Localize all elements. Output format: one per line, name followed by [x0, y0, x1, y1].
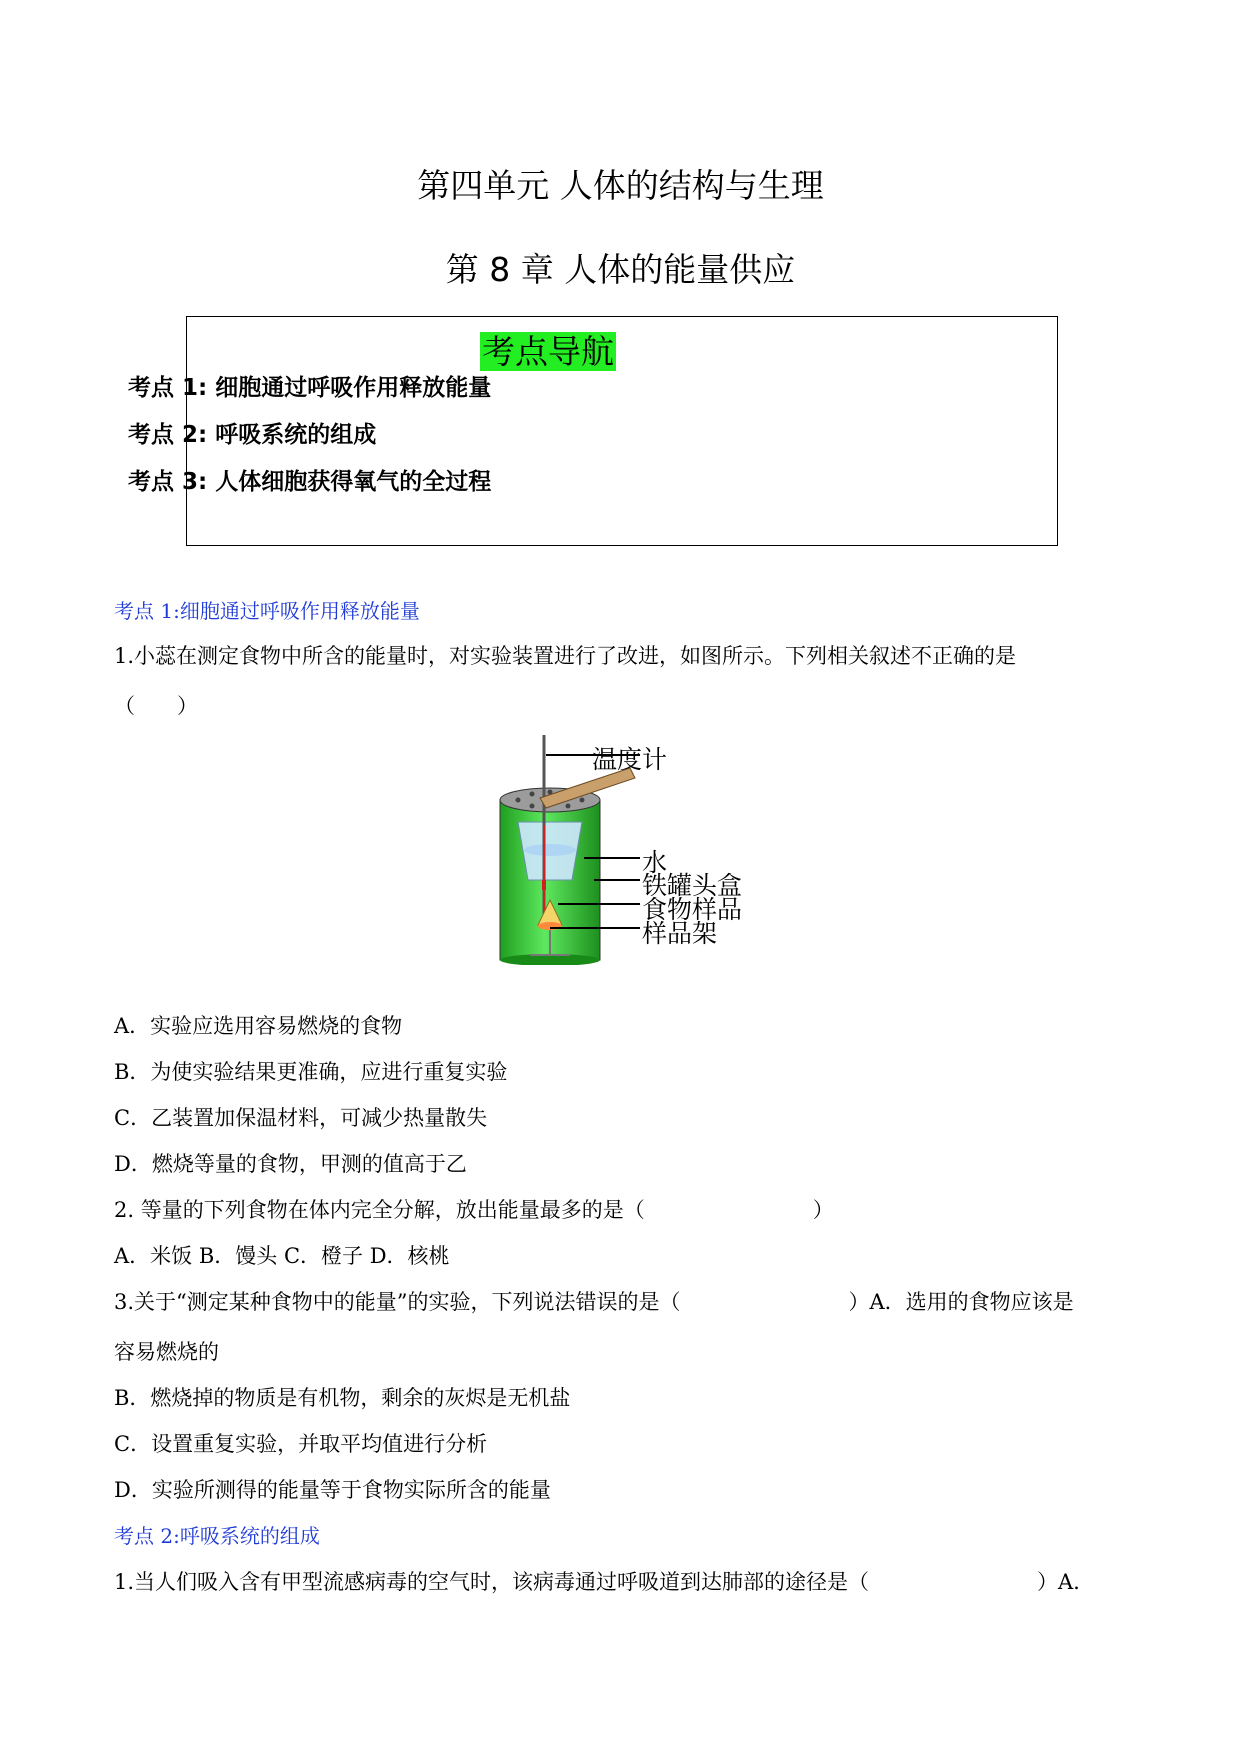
label-thermometer: 温度计: [592, 745, 668, 774]
q3-stem: 3.关于“测定某种食物中的能量”的实验，下列说法错误的是（ ）A．选用的食物应该是: [114, 1290, 1074, 1314]
nav-item-1: 考点 1: 细胞通过呼吸作用释放能量: [128, 375, 492, 401]
q1-option-c: C．乙装置加保温材料，可减少热量散失: [114, 1106, 488, 1130]
nav-item-3: 考点 3: 人体细胞获得氧气的全过程: [128, 469, 492, 495]
q1-stem: 1.小蕊在测定食物中所含的能量时，对实验装置进行了改进，如图所示。下列相关叙述不正确的是: [114, 644, 1017, 668]
section2-heading: 考点 2:呼吸系统的组成: [114, 1524, 320, 1548]
chapter-title: 第 8 章 人体的能量供应: [445, 250, 796, 289]
label-sample-stand: 样品架: [642, 919, 718, 948]
unit-title: 第四单元 人体的结构与生理: [417, 166, 824, 205]
nav-item-2: 考点 2: 呼吸系统的组成: [128, 422, 377, 448]
q1-paren: （ ）: [114, 694, 198, 718]
q2-stem: 2. 等量的下列食物在体内完全分解，放出能量最多的是（ ）: [114, 1198, 834, 1222]
nav-title: 考点导航: [482, 332, 614, 371]
inner-water-cup: [518, 822, 582, 880]
q3-option-d: D．实验所测得的能量等于食物实际所含的能量: [114, 1478, 551, 1502]
nav-title-wrap: [480, 326, 616, 373]
q1-option-d: D．燃烧等量的食物，甲测的值高于乙: [114, 1152, 467, 1176]
label-tin-can: 铁罐头盒: [642, 871, 743, 900]
q2-options: A．米饭 B．馒头 C．橙子 D．核桃: [114, 1244, 450, 1268]
label-water: 水: [642, 848, 668, 877]
s2-q1-stem: 1.当人们吸入含有甲型流感病毒的空气时，该病毒通过呼吸道到达肺部的途径是（ ）A．: [114, 1570, 1095, 1594]
label-food-sample: 食物样品: [642, 895, 743, 924]
section1-heading: 考点 1:细胞通过呼吸作用释放能量: [114, 599, 420, 623]
q1-option-b: B．为使实验结果更准确，应进行重复实验: [114, 1060, 508, 1084]
q3-stem-cont: 容易燃烧的: [114, 1340, 219, 1364]
q1-option-a: A．实验应选用容易燃烧的食物: [114, 1014, 403, 1038]
q3-option-c: C．设置重复实验，并取平均值进行分析: [114, 1432, 488, 1456]
q3-option-b: B．燃烧掉的物质是有机物，剩余的灰烬是无机盐: [114, 1386, 571, 1410]
